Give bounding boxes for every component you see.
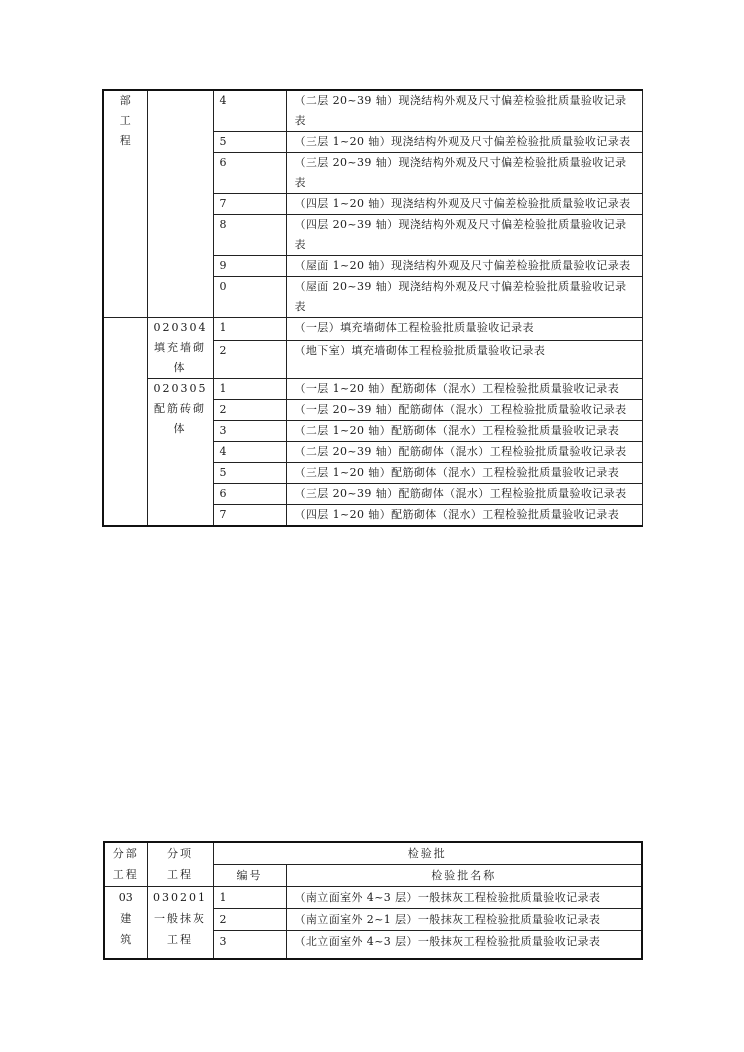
header-batch-name: 检验批名称 xyxy=(286,865,642,887)
batch-number: 6 xyxy=(213,153,286,194)
subitem-cell xyxy=(147,379,213,527)
division-char: 程 xyxy=(119,134,131,147)
batch-name: （一层）填充墙砌体工程检验批质量验收记录表 xyxy=(286,318,642,341)
header-text: 工程 xyxy=(167,868,193,881)
batch-name: （南立面室外 2~1 层）一般抹灰工程检验批质量验收记录表 xyxy=(286,909,642,931)
table-row xyxy=(103,379,642,400)
division-char: 部 xyxy=(119,94,131,107)
inspection-table-upper xyxy=(102,89,643,527)
batch-number: 1 xyxy=(213,318,286,341)
division-char: 建 xyxy=(120,912,132,925)
subitem-code: 020305 xyxy=(153,382,208,395)
subitem-cell xyxy=(147,318,213,379)
batch-name: （一层 20~39 轴）配筋砌体（混水）工程检验批质量验收记录表 xyxy=(286,400,642,421)
batch-name: （二层 1~20 轴）配筋砌体（混水）工程检验批质量验收记录表 xyxy=(286,421,642,442)
batch-number: 0 xyxy=(213,277,286,318)
subitem-name: 配筋砖砌 xyxy=(154,402,206,415)
batch-number: 6 xyxy=(213,484,286,505)
division-cell xyxy=(104,887,147,959)
subitem-name: 体 xyxy=(173,422,187,435)
division-cell xyxy=(103,90,147,318)
batch-number: 5 xyxy=(213,132,286,153)
table-row xyxy=(104,887,642,909)
header-text: 工程 xyxy=(112,868,139,881)
batch-number: 1 xyxy=(213,887,286,909)
table-row xyxy=(103,318,642,341)
batch-name: （二层 20~39 轴）配筋砌体（混水）工程检验批质量验收记录表 xyxy=(286,442,642,463)
batch-name: （二层 20~39 轴）现浇结构外观及尺寸偏差检验批质量验收记录表 xyxy=(286,90,642,132)
subitem-name: 填充墙砌 xyxy=(154,341,206,354)
header-subitem xyxy=(147,842,213,887)
header-number: 编号 xyxy=(213,865,286,887)
batch-number: 7 xyxy=(213,194,286,215)
batch-number: 2 xyxy=(213,909,286,931)
batch-number: 7 xyxy=(213,505,286,527)
batch-name: （四层 1~20 轴）现浇结构外观及尺寸偏差检验批质量验收记录表 xyxy=(286,194,642,215)
batch-number: 2 xyxy=(213,400,286,421)
batch-name: （屋面 20~39 轴）现浇结构外观及尺寸偏差检验批质量验收记录表 xyxy=(286,277,642,318)
batch-name: （一层 1~20 轴）配筋砌体（混水）工程检验批质量验收记录表 xyxy=(286,379,642,400)
division-char: 工 xyxy=(119,114,131,127)
batch-number: 9 xyxy=(213,256,286,277)
header-text: 分部 xyxy=(112,847,139,860)
table-row xyxy=(103,90,642,132)
batch-name: （三层 1~20 轴）配筋砌体（混水）工程检验批质量验收记录表 xyxy=(286,463,642,484)
batch-number: 4 xyxy=(213,90,286,132)
batch-number: 3 xyxy=(213,931,286,959)
batch-name: （三层 20~39 轴）配筋砌体（混水）工程检验批质量验收记录表 xyxy=(286,484,642,505)
division-char: 筑 xyxy=(120,933,132,946)
batch-name: （三层 1~20 轴）现浇结构外观及尺寸偏差检验批质量验收记录表 xyxy=(286,132,642,153)
header-batch: 检验批 xyxy=(213,842,642,865)
header-division xyxy=(104,842,147,887)
batch-name: （四层 20~39 轴）现浇结构外观及尺寸偏差检验批质量验收记录表 xyxy=(286,215,642,256)
batch-name: （地下室）填充墙砌体工程检验批质量验收记录表 xyxy=(286,341,642,379)
batch-name: （四层 1~20 轴）配筋砌体（混水）工程检验批质量验收记录表 xyxy=(286,505,642,527)
batch-name: （南立面室外 4~3 层）一般抹灰工程检验批质量验收记录表 xyxy=(286,887,642,909)
subitem-cell xyxy=(147,90,213,318)
batch-name: （三层 20~39 轴）现浇结构外观及尺寸偏差检验批质量验收记录表 xyxy=(286,153,642,194)
table-header-row xyxy=(104,842,642,865)
division-code: 03 xyxy=(118,891,133,904)
batch-number: 8 xyxy=(213,215,286,256)
batch-name: （北立面室外 4~3 层）一般抹灰工程检验批质量验收记录表 xyxy=(286,931,642,959)
batch-number: 1 xyxy=(213,379,286,400)
batch-name: （屋面 1~20 轴）现浇结构外观及尺寸偏差检验批质量验收记录表 xyxy=(286,256,642,277)
subitem-code: 030201 xyxy=(153,891,207,904)
batch-number: 4 xyxy=(213,442,286,463)
subitem-code: 020304 xyxy=(153,321,208,334)
batch-number: 3 xyxy=(213,421,286,442)
inspection-table-lower xyxy=(103,841,643,960)
subitem-cell xyxy=(147,887,213,959)
division-cell-continued xyxy=(103,318,147,527)
header-text: 分项 xyxy=(167,847,193,860)
subitem-name: 体 xyxy=(173,361,187,374)
batch-number: 5 xyxy=(213,463,286,484)
batch-number: 2 xyxy=(213,341,286,379)
subitem-name: 工程 xyxy=(167,933,193,946)
subitem-name: 一般抹灰 xyxy=(154,912,206,925)
